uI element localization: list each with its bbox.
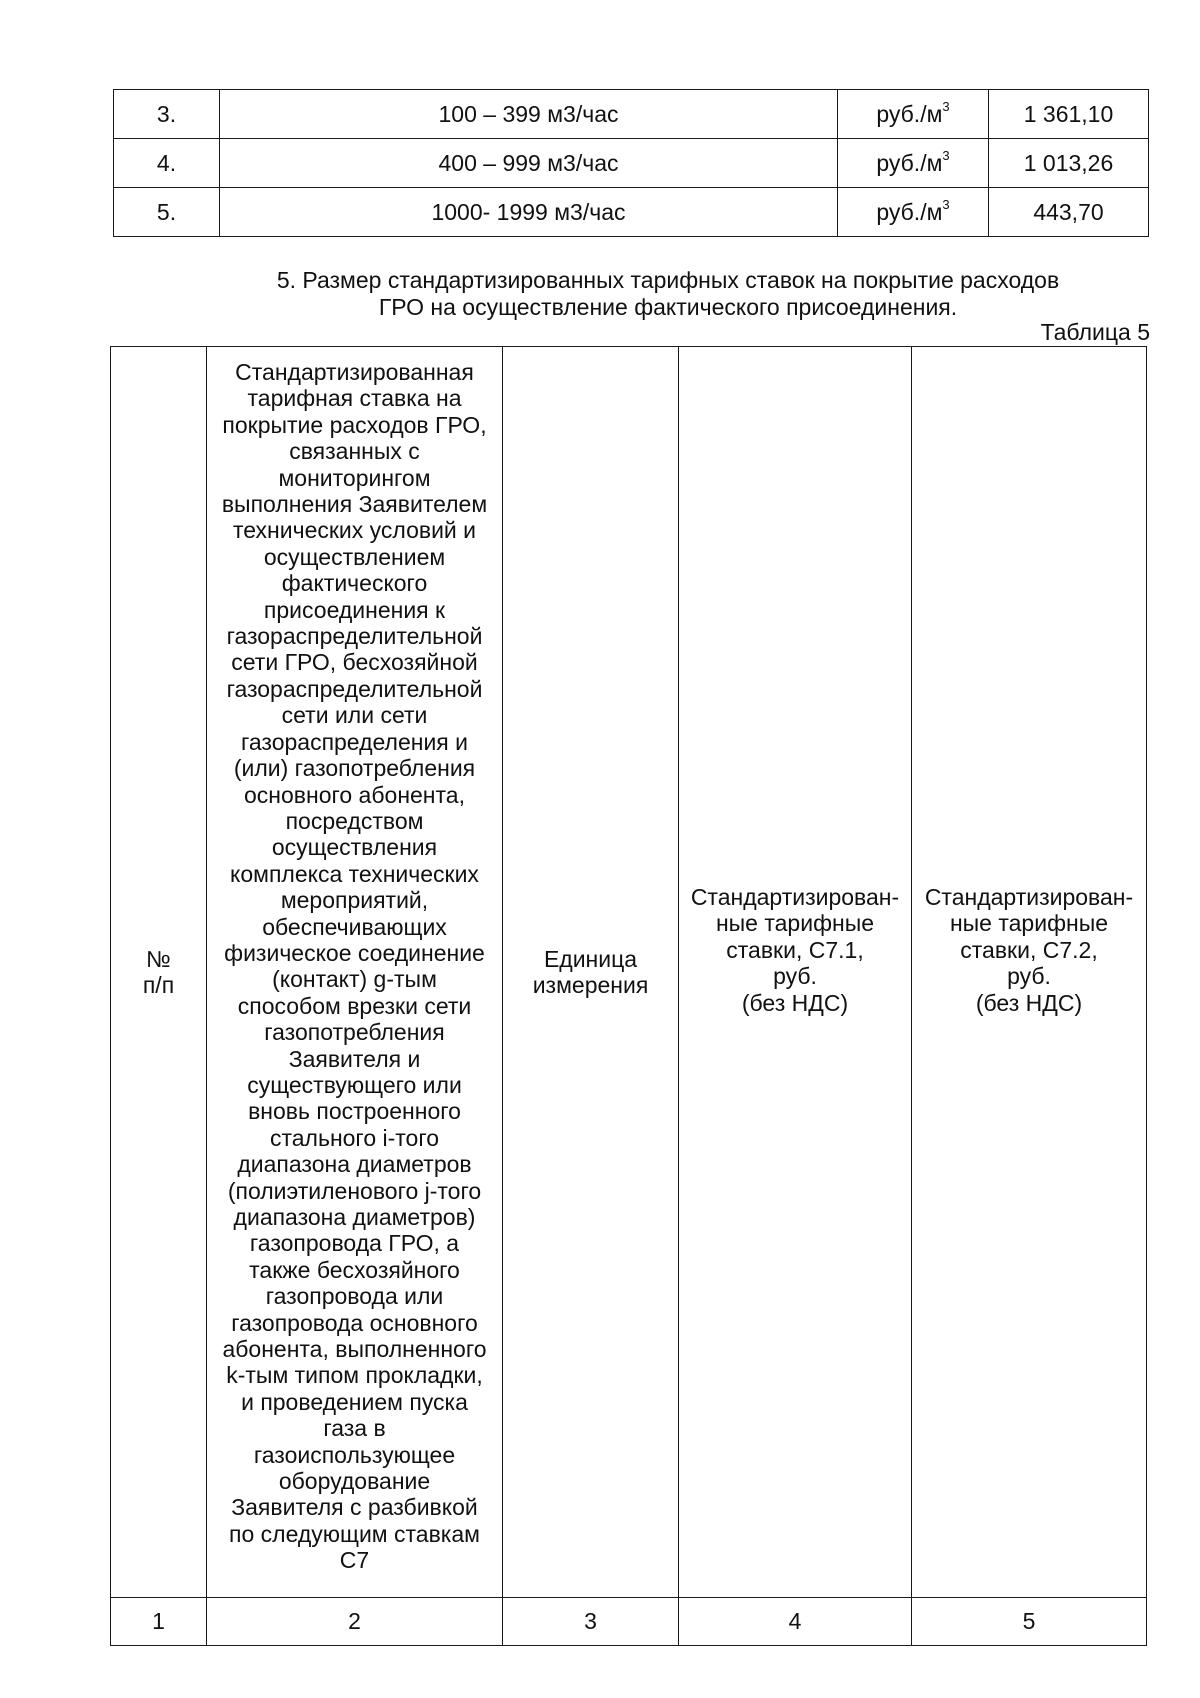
column-number: 1 bbox=[111, 1598, 207, 1646]
unit-cell bbox=[838, 188, 989, 237]
unit-superscript: 3 bbox=[942, 98, 950, 114]
capacity-range: 100 – 399 м3/час bbox=[220, 90, 838, 139]
header-description bbox=[207, 347, 503, 1598]
capacity-range: 1000- 1999 м3/час bbox=[220, 188, 838, 237]
row-number: 5. bbox=[114, 188, 220, 237]
header-unit-text: Единица измерения bbox=[532, 945, 649, 998]
unit-cell bbox=[838, 139, 989, 188]
unit-text: руб./м bbox=[876, 149, 943, 176]
table-row bbox=[114, 90, 1149, 139]
unit-superscript: 3 bbox=[942, 196, 950, 212]
table-row bbox=[114, 188, 1149, 237]
unit-text: руб./м bbox=[876, 100, 943, 127]
table-label: Таблица 5 bbox=[1040, 319, 1150, 345]
column-number: 3 bbox=[503, 1598, 679, 1646]
unit-cell bbox=[838, 90, 989, 139]
section-heading-line-2: ГРО на осуществление фактического присоединения. bbox=[378, 294, 958, 320]
header-num-text: № п/п bbox=[142, 945, 175, 998]
header-num bbox=[111, 347, 207, 1598]
column-number-row bbox=[111, 1598, 1147, 1646]
unit-superscript: 3 bbox=[942, 147, 950, 163]
header-rate-c72 bbox=[912, 347, 1147, 1598]
table-5 bbox=[110, 346, 1147, 1646]
header-rate-c71-text: Стандартизирован- ные тарифные ставки, С7.1, руб. (без НДС) bbox=[690, 883, 900, 1016]
rate-value: 1 361,10 bbox=[989, 90, 1149, 139]
section-heading bbox=[113, 267, 1200, 321]
section-heading-line-1: 5. Размер стандартизированных тарифных ставок на покрытие расходов bbox=[276, 267, 1060, 293]
rate-value: 1 013,26 bbox=[989, 139, 1149, 188]
header-description-text: Стандартизированная тарифная ставка на покрытие расходов ГРО, связанных с мониторингом выполнения Заявителем технических условий и осуществлением фактического присоединения к газораспределительной сети ГРО, бесхозяйной газораспределительной сети или сети газораспределения и (или) газопотребления основного абонента, посредством осуществления комплекса технических мероприятий, обеспечивающих физическое соединение (контакт) g-тым способом врезки сети газопотребления Заявителя и существующего или вновь построенного стального i-того диапазона диаметров (полиэтиленового j-того диапазона диаметров) газопровода ГРО, а также бесхозяйного газопровода или газопровода основного абонента, выполненного k-тым типом прокладки, и проведением пуска газа в газоиспользующее оборудование Заявителя с разбивкой по следующим ставкам С7 bbox=[221, 359, 488, 1574]
row-number: 3. bbox=[114, 90, 220, 139]
rate-value: 443,70 bbox=[989, 188, 1149, 237]
table-header-row bbox=[111, 347, 1147, 1598]
column-number: 2 bbox=[207, 1598, 503, 1646]
tariff-table-continuation bbox=[113, 89, 1149, 237]
header-unit bbox=[503, 347, 679, 1598]
header-rate-c71 bbox=[679, 347, 912, 1598]
capacity-range: 400 – 999 м3/час bbox=[220, 139, 838, 188]
column-number: 5 bbox=[912, 1598, 1147, 1646]
column-number: 4 bbox=[679, 1598, 912, 1646]
row-number: 4. bbox=[114, 139, 220, 188]
table-row bbox=[114, 139, 1149, 188]
header-rate-c72-text: Стандартизирован- ные тарифные ставки, С7.2, руб. (без НДС) bbox=[924, 883, 1134, 1016]
unit-text: руб./м bbox=[876, 198, 943, 225]
